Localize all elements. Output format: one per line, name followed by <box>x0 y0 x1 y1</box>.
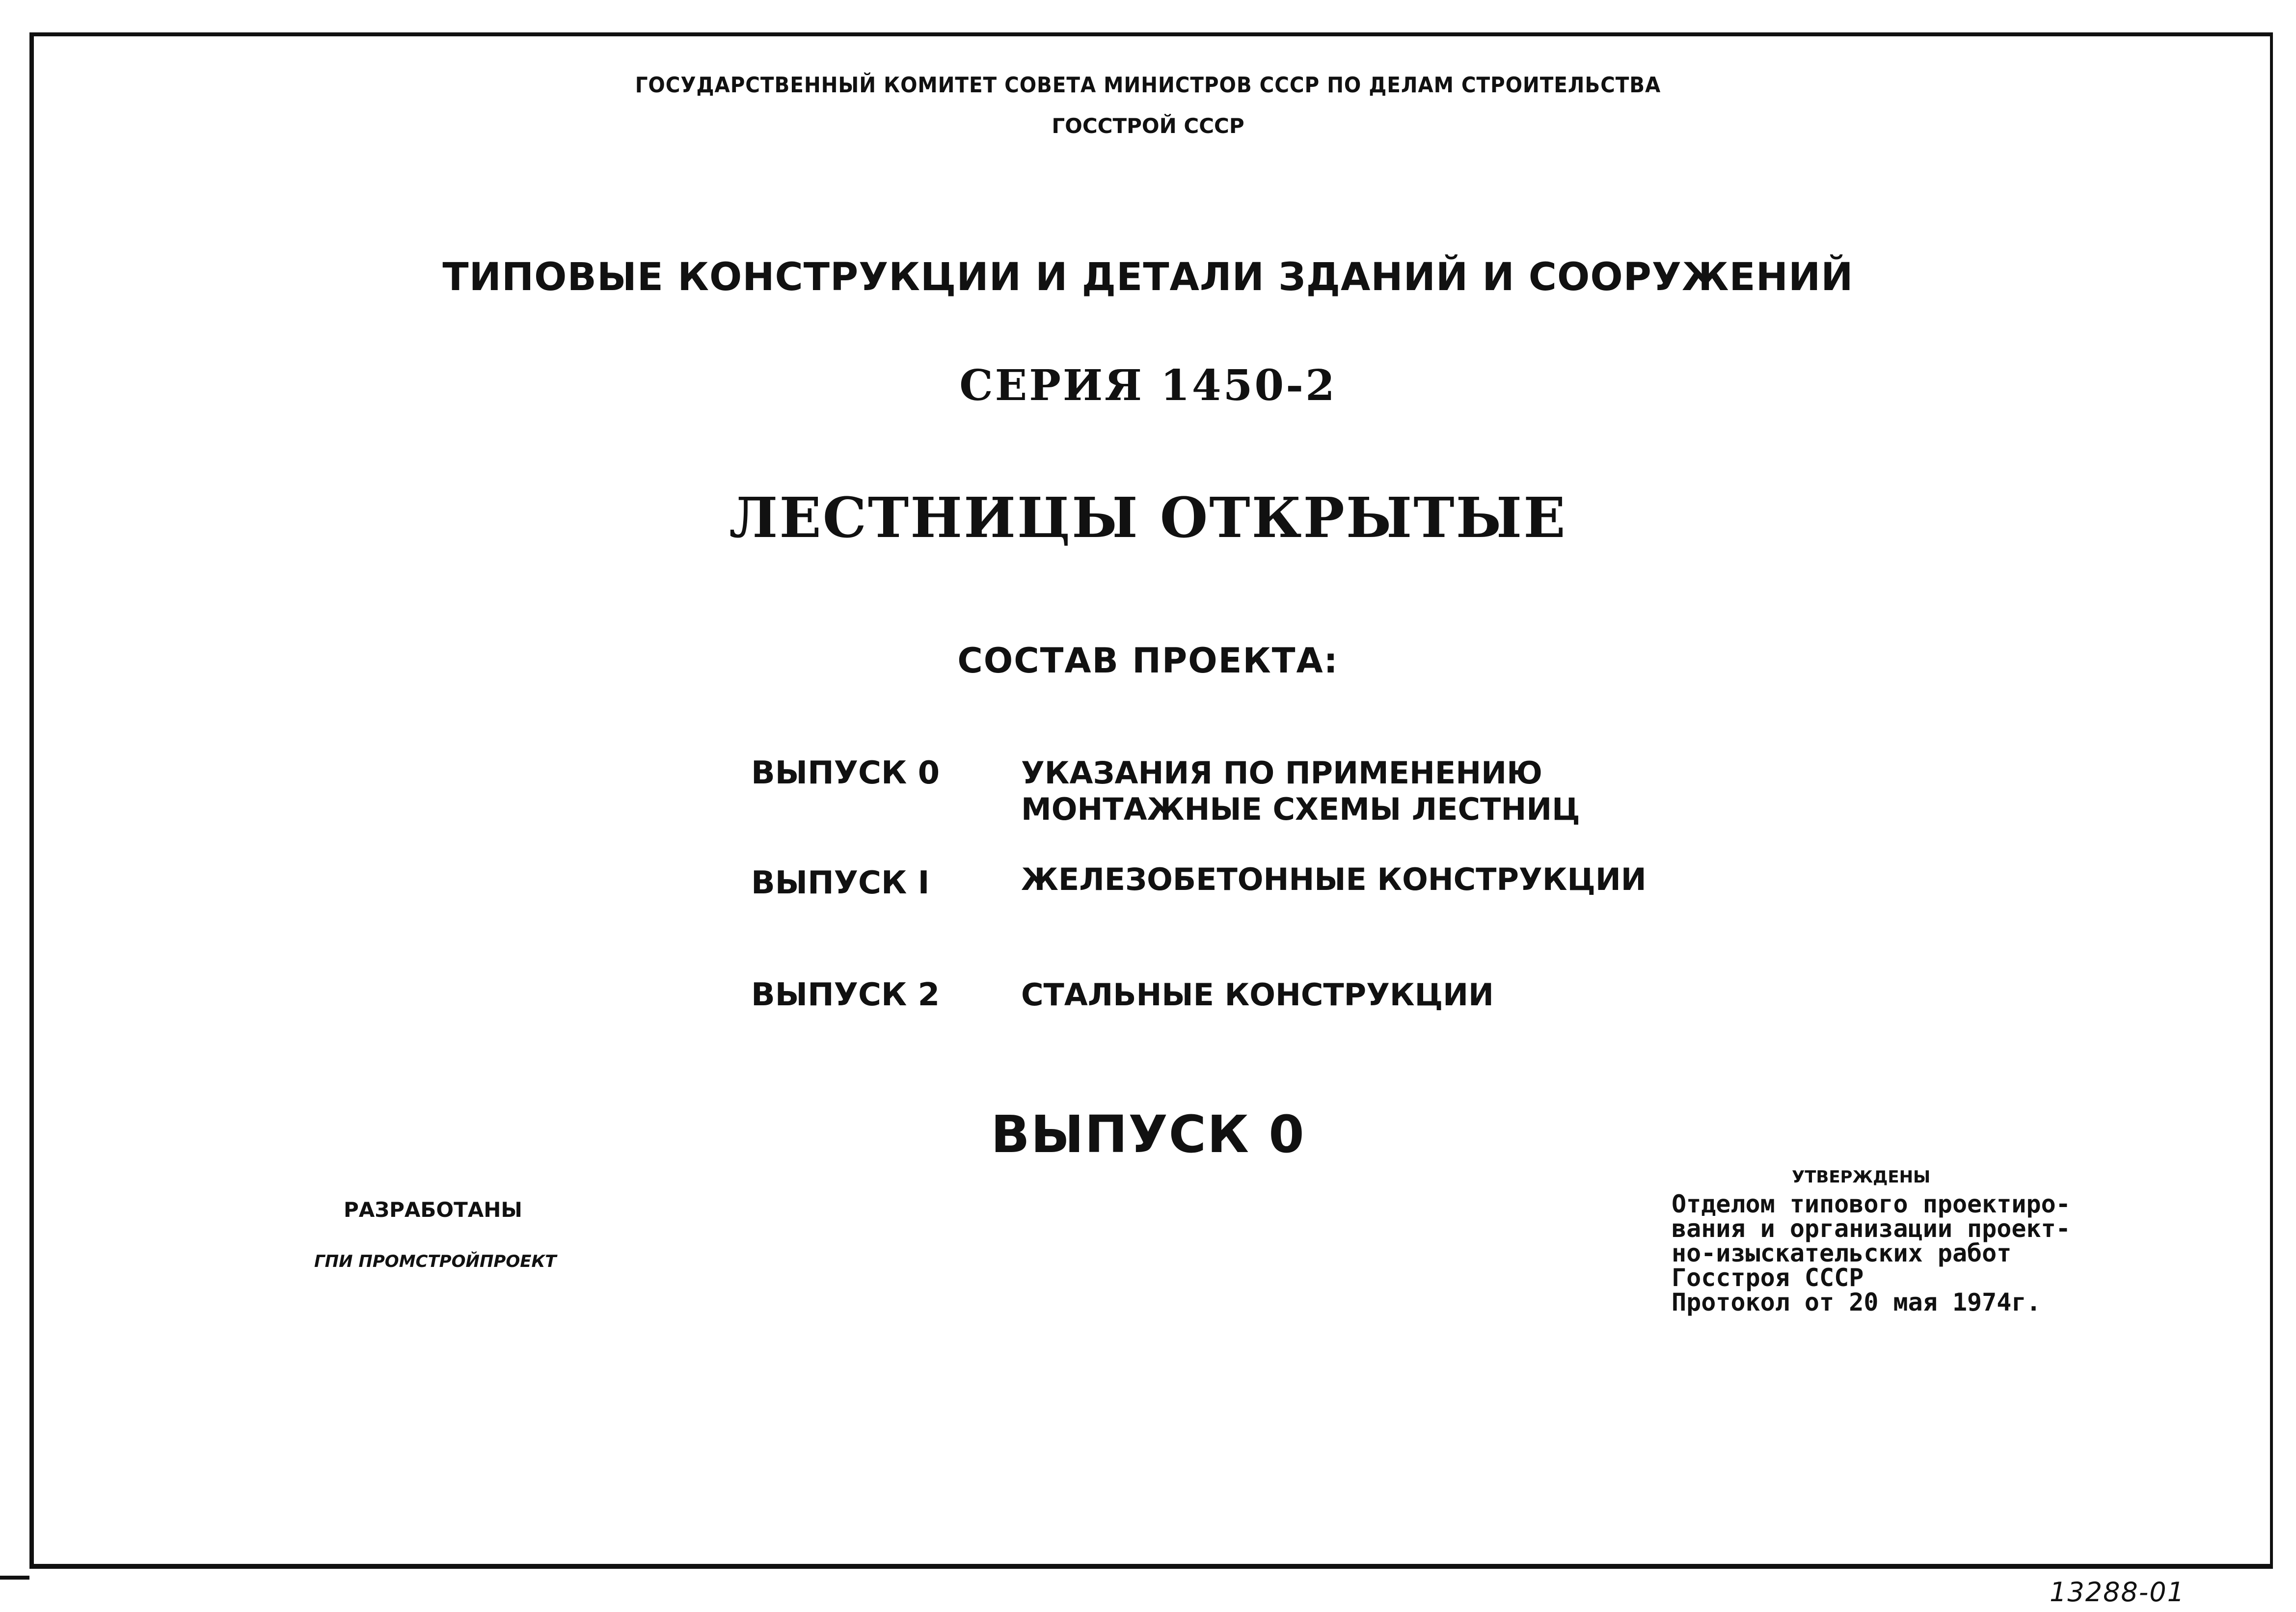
issue-2-label: ВЫПУСК 2 <box>751 977 940 1013</box>
composition-heading: СОСТАВ ПРОЕКТА: <box>957 641 1339 681</box>
issue-1-description: ЖЕЛЕЗОБЕТОННЫЕ КОНСТРУКЦИИ <box>1021 861 1647 897</box>
developer-organization: ГПИ ПРОМСТРОЙПРОЕКТ <box>314 1252 557 1271</box>
document-number: 13288-01 <box>2050 1577 2185 1608</box>
approval-protocol-line: Протокол от 20 мая 1974г. <box>1672 1288 2041 1316</box>
document-subject: ЛЕСТНИЦЫ ОТКРЫТЫЕ <box>729 486 1567 550</box>
approval-line-3: но-изыскательских работ <box>1672 1239 2012 1267</box>
approval-line-4: Госстроя СССР <box>1672 1263 1864 1292</box>
approved-by-label: УТВЕРЖДЕНЫ <box>1792 1167 1931 1187</box>
current-issue-title: ВЫПУСК 0 <box>991 1104 1305 1164</box>
issue-1-label: ВЫПУСК I <box>751 865 930 901</box>
issue-0-description-line-1: УКАЗАНИЯ ПО ПРИМЕНЕНИЮ <box>1021 755 1542 791</box>
series-number: СЕРИЯ 1450-2 <box>959 361 1337 410</box>
issue-0-label: ВЫПУСК 0 <box>751 755 940 791</box>
document-main-title: ТИПОВЫЕ КОНСТРУКЦИИ И ДЕТАЛИ ЗДАНИЙ И СООРУЖЕНИЙ <box>442 255 1854 299</box>
bottom-left-margin-line <box>0 1576 29 1580</box>
approval-line-2: вания и организации проект- <box>1672 1214 2071 1243</box>
approval-line-1: Отделом типового проектиро- <box>1672 1190 2071 1218</box>
issue-0-description-line-2: МОНТАЖНЫЕ СХЕМЫ ЛЕСТНИЦ <box>1021 791 1580 827</box>
committee-header: ГОСУДАРСТВЕННЫЙ КОМИТЕТ СОВЕТА МИНИСТРОВ СССР ПО ДЕЛАМ СТРОИТЕЛЬСТВА <box>635 73 1661 98</box>
issue-2-description: СТАЛЬНЫЕ КОНСТРУКЦИИ <box>1021 977 1494 1013</box>
developed-by-label: РАЗРАБОТАНЫ <box>344 1198 522 1222</box>
agency-header: ГОССТРОЙ СССР <box>1052 114 1244 138</box>
